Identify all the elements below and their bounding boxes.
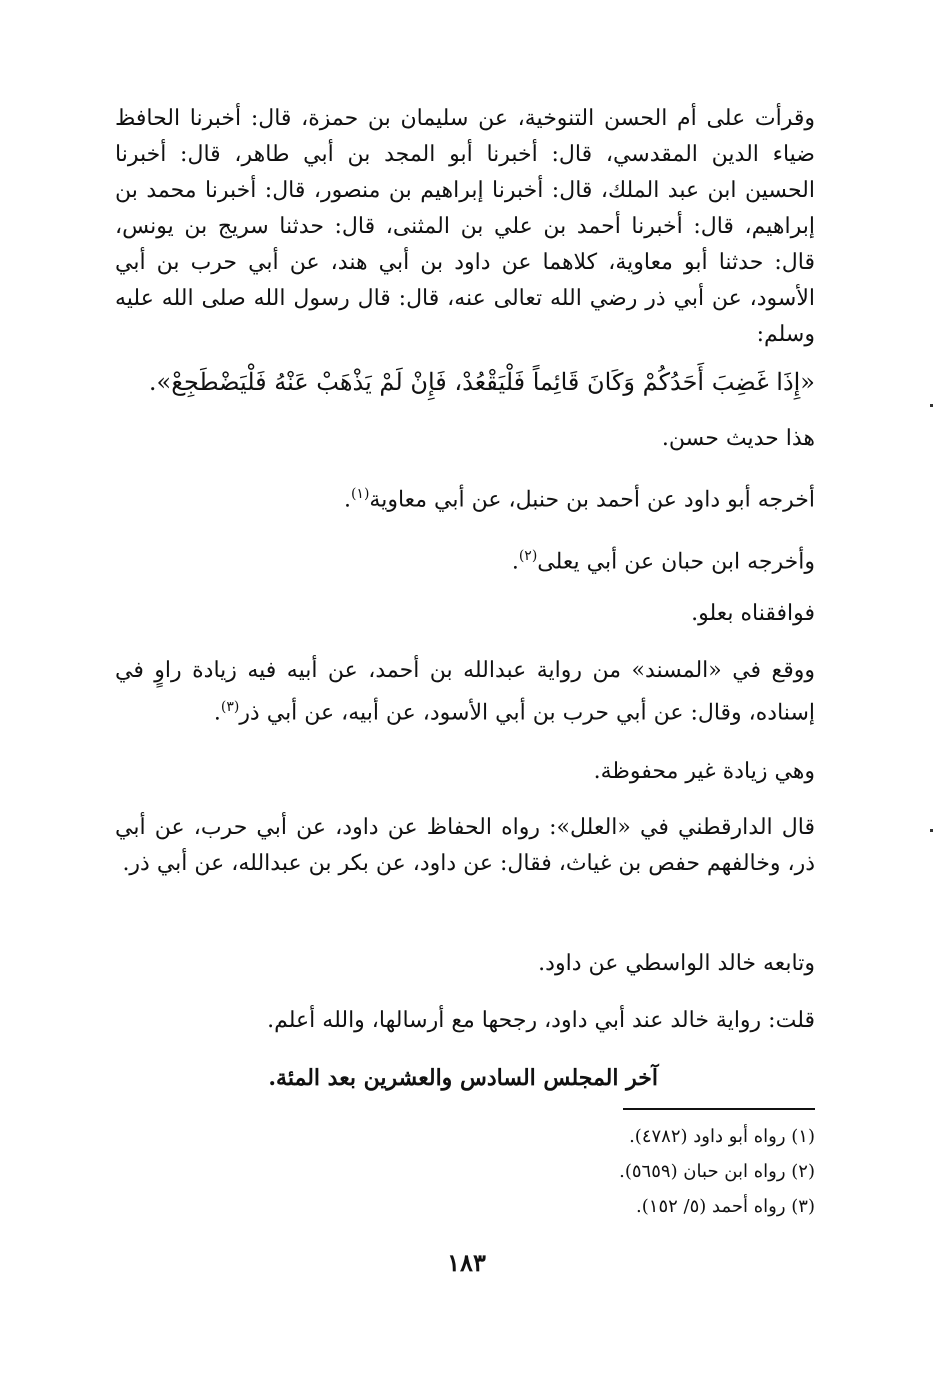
isnad-paragraph: وقرأت على أم الحسن التنوخية، عن سليمان بن حمزة، قال: أخبرنا الحافظ ضياء الدين المقدسي، قال: أخبرنا أبو المجد بن أبي طاهر، قال: أخبرنا الحسين ابن عبد الملك، قال: أخبرنا إبراهيم بن منصور، قال: أخبرنا محمد بن إبراهيم، قال: أخبرنا أحمد بن علي بن المثنى، قال: حدثنا سريج بن يونس، قال: حدثنا أبو معاوية، كلاهما عن داود بن أبي هند، عن أبي حرب بن أبي الأسود، عن أبي ذر رضي الله تعالى عنه، قال: قال رسول الله صلى الله عليه وسلم: xyxy=(115,106,815,347)
qultu-line: قلت: رواية خالد عند أبي داود، رجحها مع أرسالها، والله أعلم. xyxy=(267,1008,815,1033)
page-number: ١٨٣ xyxy=(447,1248,486,1277)
footnote-divider xyxy=(623,1108,815,1110)
musnad-paragraph: ووقع في «المسند» من رواية عبدالله بن أحمد، عن أبيه فيه زيادة راوٍ في إسناده، وقال: عن أبي حرب بن أبي الأسود، عن أبيه، عن أبي ذر$^{(٣)}$. xyxy=(115,658,815,726)
majlis-end-heading: آخر المجلس السادس والعشرين بعد المئة. xyxy=(268,1065,658,1091)
daraqutni-paragraph: قال الدارقطني في «العلل»: رواه الحفاظ عن داود، عن أبي حرب، عن أبي ذر، وخالفهم حفص بن غياث، فقال: عن داود، عن بكر بن عبدالله، عن أبي ذر. xyxy=(115,815,815,876)
footnote-marker-1: (١) xyxy=(350,486,370,502)
hadith-text: «إِذَا غَضِبَ أَحَدُكُمْ وَكَانَ قَائِماً فَلْيَقْعُدْ، فَإِنْ لَمْ يَذْهَبْ عَنْهُ فَلْيَضْطَجِعْ». xyxy=(148,368,815,396)
footnote-1: (١) رواه أبو داود (٤٧٨٢). xyxy=(629,1126,815,1147)
abu-dawud-text: أخرجه أبو داود عن أحمد بن حنبل، عن أبي معاوية xyxy=(369,487,815,513)
ibn-hibban-text: وأخرجه ابن حبان عن أبي يعلى xyxy=(537,549,815,575)
wasiti-line: وتابعه خالد الواسطي عن داود. xyxy=(538,951,815,976)
ibn-hibban-line: وأخرجه ابن حبان عن أبي يعلى$^{(٢)}$. xyxy=(511,548,815,575)
footnote-marker-2: (٢) xyxy=(518,548,538,564)
footnote-2: (٢) رواه ابن حبان (٥٦٥٩). xyxy=(619,1161,815,1182)
footnote-marker-3: (٣) xyxy=(220,699,240,715)
ghayr-mahfuza-line: وهي زيادة غير محفوظة. xyxy=(593,759,815,784)
musnad-text: ووقع في «المسند» من رواية عبدالله بن أحمد، عن أبيه فيه زيادة راوٍ في إسناده، وقال: عن أبي حرب بن أبي الأسود، عن أبيه، عن أبي ذر xyxy=(115,658,815,726)
grading-line: هذا حديث حسن. xyxy=(661,426,815,451)
footnote-3: (٣) رواه أحمد (٥/ ١٥٢). xyxy=(636,1196,815,1217)
uluw-line: فوافقناه بعلو. xyxy=(691,601,815,626)
abu-dawud-line: أخرجه أبو داود عن أحمد بن حنبل، عن أبي معاوية$^{(١)}$. xyxy=(343,486,815,513)
